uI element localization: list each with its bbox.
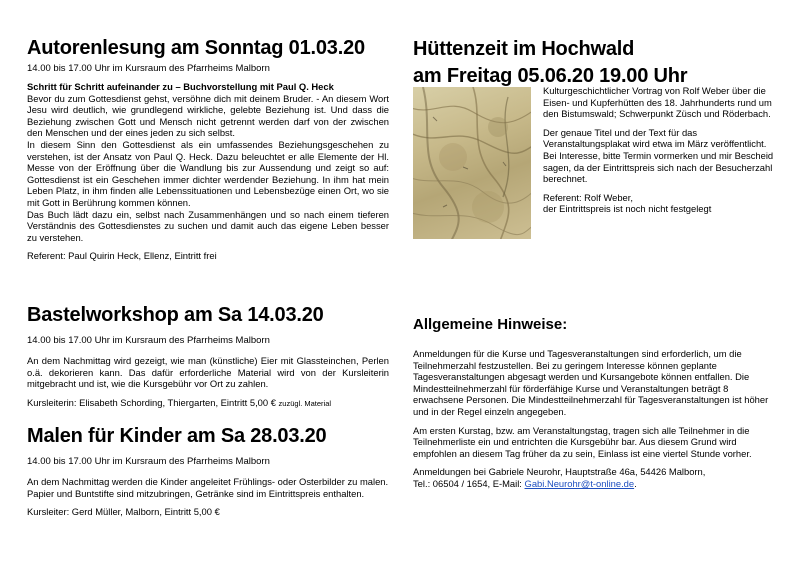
email-link[interactable]: Gabi.Neurohr@t-online.de xyxy=(524,477,635,489)
section-title: Allgemeine Hinweise: xyxy=(413,316,568,333)
section-malen xyxy=(27,425,389,518)
price-note: der Eintrittspreis ist noch nicht festgelegt xyxy=(543,203,712,215)
paragraph: Am ersten Kurstag, bzw. am Veranstaltungstag, tragen sich alle Teilnehmer in die Teilnehmerliste ein und entrichten die Kursgebühr bar. Aus diesem Grund wird empfohlen an diesem Tag früher da zu sein, Einlass ist eine viertel Stunde vorher. xyxy=(413,424,752,459)
referent: Referent: Rolf Weber, xyxy=(543,191,633,203)
period: . xyxy=(634,477,637,489)
section-title: Autorenlesung am Sonntag 01.03.20 xyxy=(27,37,365,59)
paragraph: Der genaue Titel und der Text für das Veranstaltungsplakat wird etwa im März veröffentlicht. Bei Interesse, bitte Termin vormerken und mir Bescheid sagen, da der Eintrittspreis sich nach der Besucherzahl berechnet. xyxy=(543,126,774,185)
section-subtitle: Schritt für Schritt aufeinander zu – Buchvorstellung mit Paul Q. Heck xyxy=(27,81,334,92)
paragraph: Das Buch lädt dazu ein, selbst nach Zusammenhängen und so nach einem tieferen Verständnis des Gottesdienstes zu suchen und damit auch das eigene Leben besser zu verstehen. xyxy=(27,208,389,243)
paragraph: In diesem Sinn den Gottesdienst als ein umfassendes Beziehungsgeschehen zu verstehen, ist der Ansatz von Paul Q. Heck. Dazu beleuchtet er alle Elemente der Hl. Messe von der Eröffnung über die Wandlung bis zur Aussendung und zeigt so auf: Gottesdienst ist ein Geschehen immer dichter werdender Beziehung. In ihm hat mein Leben Platz, in ihm finden alle Lebenssituationen und Lebensbezüge einen Ort, wo sie mit Gott in Berührung kommen können. xyxy=(27,138,389,208)
course-leader xyxy=(27,397,389,410)
leader-suffix: zuzügl. Material xyxy=(278,398,332,408)
paragraph: Kulturgeschichtlicher Vortrag von Rolf Weber über die Eisen- und Kupferhütten des 18. Jahrhunderts rund um den Bistumswald; Schwerpunkt Züsch und Röderbach. xyxy=(543,85,772,120)
paragraph: An dem Nachmittag wird gezeigt, wie man (künstliche) Eier mit Glassteinchen, Perlen o.ä. dekorieren kann. Das dafür erforderliche Material wird von der Kursleiterin mitgebracht und ist, wie die Kursgebühr vor Ort zu zahlen. xyxy=(27,355,389,390)
paragraph: Anmeldungen für die Kurse und Tagesveranstaltungen sind erforderlich, um die Teilnehmerzahl festzustellen. Bei zu geringem Interesse können geplante Tagesveranstaltungen abgesagt werden und Kursangebote können entfallen. Die Mindestteilnehmerzahl für förderfähige Kurse und Veranstaltungen beträgt 8 erwachsene Personen. Die Mindestteilnehmerzahl für Tagesveranstaltungen ist höher und in der Regel einzeln angegeben. xyxy=(413,348,769,417)
section-hinweise xyxy=(413,316,778,490)
event-meta: 14.00 bis 17.00 Uhr im Kursraum des Pfarrheims Malborn xyxy=(27,335,270,346)
referent: Referent: Paul Quirin Heck, Ellenz, Eintritt frei xyxy=(27,250,217,262)
section-bastelworkshop xyxy=(27,304,389,409)
contact-address: Anmeldungen bei Gabriele Neurohr, Hauptstraße 46a, 54426 Malborn, xyxy=(413,466,706,478)
paragraph: Bevor du zum Gottesdienst gehst, versöhne dich mit deinem Bruder. - An diesem Wort Jesu wird deutlich, wie grundlegend wirkliche, gelebte Beziehung ist. Und dass die Beziehung zwischen Gott und Mensch nicht getrennt werden darf von der zwischen den Menschen und der eines jeden zu sich selbst. xyxy=(27,92,389,139)
course-leader: Kursleiter: Gerd Müller, Malborn, Eintritt 5,00 € xyxy=(27,506,220,518)
section-title: Malen für Kinder am Sa 28.03.20 xyxy=(27,425,327,447)
lecture-text xyxy=(543,85,775,215)
historic-map-image xyxy=(413,87,531,239)
section-autorenlesung xyxy=(27,37,389,262)
contact-phone: Tel.: 06504 / 1654, E-Mail: xyxy=(413,477,522,489)
event-meta: 14.00 bis 17.00 Uhr im Kursraum des Pfarrheims Malborn xyxy=(27,456,270,467)
section-title-line2: am Freitag 05.06.20 19.00 Uhr xyxy=(413,65,688,87)
contact-line xyxy=(413,478,778,490)
section-title: Bastelworkshop am Sa 14.03.20 xyxy=(27,304,324,326)
paragraph: An dem Nachmittag werden die Kinder angeleitet Frühlings- oder Osterbilder zu malen. Papier und Buntstifte sind mitzubringen, Getränke sind im Eintrittspreis enthalten. xyxy=(27,476,389,499)
leader-text: Kursleiterin: Elisabeth Schording, Thiergarten, Eintritt 5,00 € xyxy=(27,396,276,408)
section-title: Hüttenzeit im Hochwald xyxy=(413,38,635,60)
event-meta: 14.00 bis 17.00 Uhr im Kursraum des Pfarrheims Malborn xyxy=(27,63,270,74)
